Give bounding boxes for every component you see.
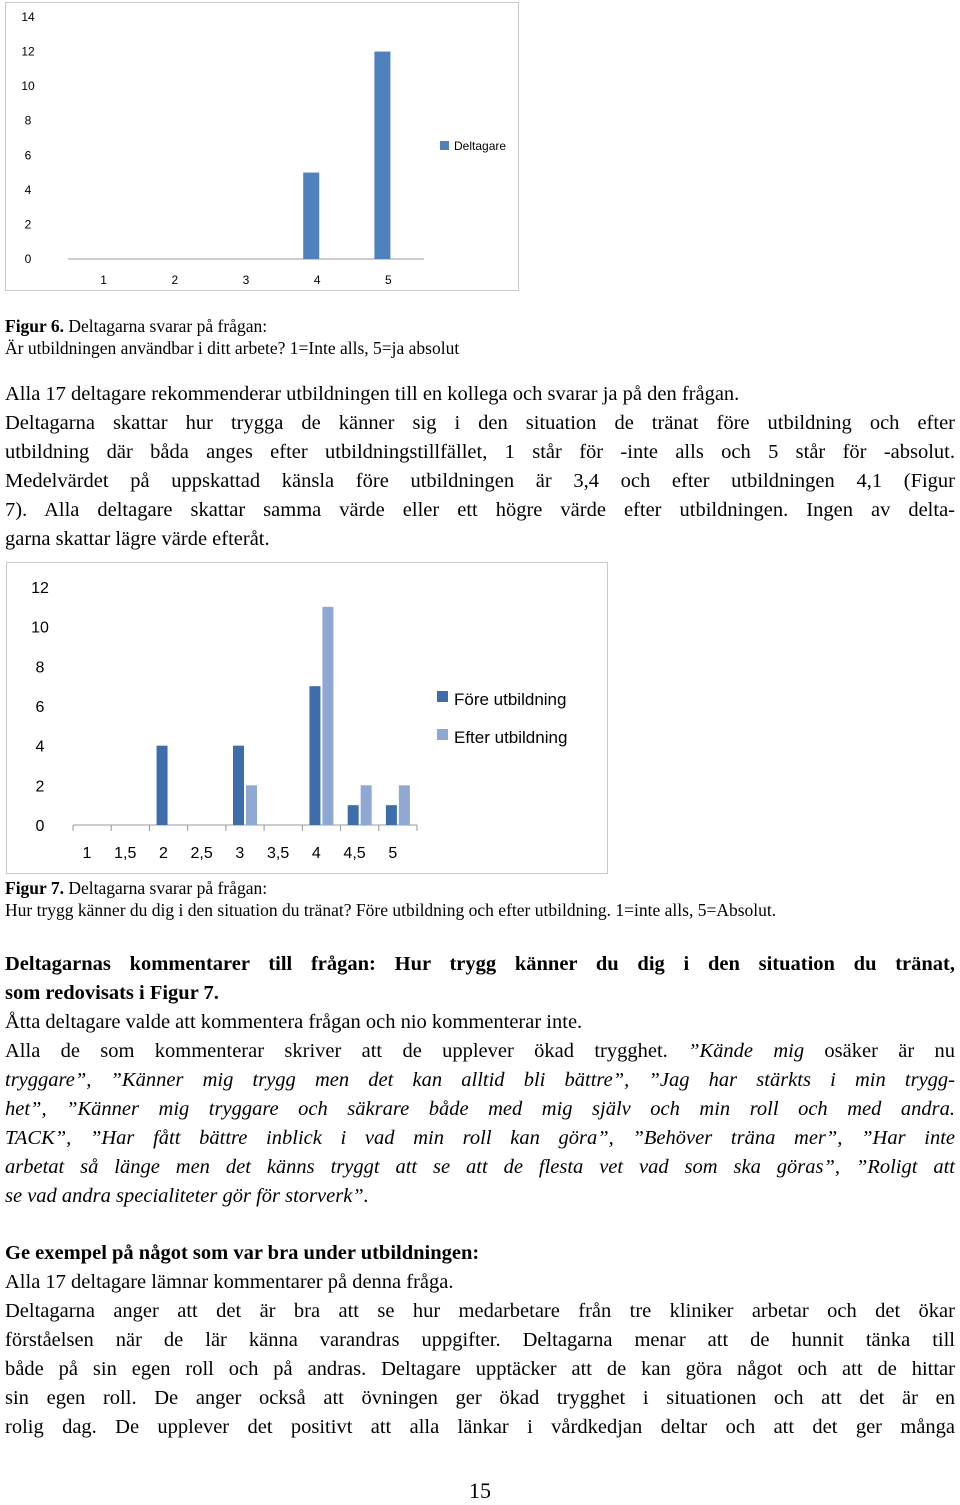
paragraph1-line: garna skattar lägre värde efteråt. (5, 528, 270, 550)
y-tick-label: 2 (35, 778, 45, 796)
figure6-caption-line2: Är utbildningen användbar i ditt arbete? 1=Inte alls, 5=ja absolut (5, 338, 460, 358)
bar (374, 52, 390, 259)
bar-after (361, 785, 372, 825)
examples-line: Deltagarna anger att det är bra att se hur medarbetare från tre kliniker arbetar och det ökar (5, 1300, 955, 1322)
paragraph1-line: 7). Alla deltagare skattar samma värde eller ett högre värde efter utbildningen. Ingen av delta- (5, 499, 955, 521)
bar-after (322, 607, 333, 825)
x-tick-label: 2 (158, 845, 168, 862)
figure7-svg (7, 563, 607, 873)
examples-line: rolig dag. De upplever det positivt att alla länkar i vårdkedjan deltar och att det ger många (5, 1416, 955, 1438)
comments-heading-line2: som redovisats i Figur 7. (5, 982, 219, 1004)
figure6-chart (5, 2, 519, 291)
legend-label: Deltagare (454, 139, 507, 153)
figure6-caption-label: Figur 6. (5, 316, 64, 336)
comments-quote-line: arbetat så länge men det känns tryggt att se att de flesta vet vad som ska göras”, ”Roligt att (5, 1156, 955, 1178)
comments-plain: Alla de som kommenterar skriver att de upplever ökad trygghet. (5, 1040, 689, 1062)
legend-swatch (440, 141, 449, 150)
examples-line: både på sin egen roll och på andras. Deltagare upptäcker att de kan göra något och att de hittar (5, 1358, 955, 1380)
figure7-caption (5, 877, 776, 921)
x-tick-label: 2 (171, 273, 179, 287)
legend-label-before: Före utbildning (454, 690, 567, 709)
y-tick-label: 10 (31, 619, 49, 637)
y-tick-label: 8 (35, 659, 45, 677)
bar-after (246, 785, 257, 825)
paragraph1-line: Deltagarna skattar hur trygga de känner sig i den situation de tränat före utbildning och efter (5, 412, 955, 434)
y-tick-label: 0 (35, 818, 45, 835)
comments-line: Åtta deltagare valde att kommentera frågan och nio kommenterar inte. (5, 1011, 583, 1033)
bar-before (309, 686, 320, 825)
comments-heading-line1: Deltagarnas kommentarer till frågan: Hur trygg känner du dig i den situation du tränat, (5, 953, 955, 975)
comments-quote-line: het”, ”Känner mig tryggare och säkrare både med mig själv och min roll och med andra. (5, 1098, 955, 1120)
y-tick-label: 4 (35, 738, 45, 756)
bar-before (233, 746, 244, 825)
examples-body (5, 1268, 955, 1442)
bar-after (399, 785, 410, 825)
bar-before (157, 746, 168, 825)
bar (303, 173, 319, 259)
x-tick-label: 3 (242, 273, 250, 287)
x-tick-label: 5 (388, 845, 398, 862)
y-tick-label: 2 (24, 217, 32, 232)
x-tick-label: 1 (100, 273, 107, 287)
y-tick-label: 6 (35, 699, 45, 716)
figure6-caption-text: Deltagarna svarar på frågan: (64, 316, 268, 336)
comments-body (5, 1008, 955, 1211)
paragraph1-line: Medelvärdet på uppskattad känsla före utbildningen är 3,4 och efter utbildningen 4,1 (Figur (5, 470, 955, 492)
comments-quote-line: TACK”, ”Har fått bättre inblick i vad min roll kan göra”, ”Behöver träna mer”, ”Har inte (5, 1127, 955, 1149)
bar-before (386, 805, 397, 825)
figure6-caption (5, 315, 459, 359)
figure7-chart (6, 562, 608, 874)
y-tick-label: 0 (24, 252, 32, 266)
paragraph1-line: utbildning där båda anges efter utbildningstillfället, 1 står för -inte alls och 5 står för -absolut. (5, 441, 955, 463)
legend-swatch-before (437, 691, 448, 702)
x-tick-label: 4 (313, 273, 321, 287)
paragraph-recommendation (5, 380, 955, 554)
figure7-caption-label: Figur 7. (5, 878, 64, 898)
examples-line: Alla 17 deltagare lämnar kommentarer på denna fråga. (5, 1271, 454, 1293)
comments-line (5, 1037, 955, 1066)
bar-before (348, 805, 359, 825)
y-tick-label: 12 (31, 580, 49, 597)
figure7-caption-text: Deltagarna svarar på frågan: (64, 878, 268, 898)
legend-swatch-after (437, 729, 448, 740)
y-tick-label: 4 (24, 182, 32, 197)
x-tick-label: 1 (82, 845, 92, 862)
comments-quote-line: se vad andra specialiteter gör för storverk”. (5, 1185, 369, 1207)
figure7-caption-line2: Hur trygg känner du dig i den situation du tränat? Före utbildning och efter utbildning. 1=inte alls, 5=Absolut. (5, 900, 777, 920)
x-tick-label: 1,5 (114, 845, 137, 862)
x-tick-label: 4,5 (343, 845, 366, 862)
examples-line: förståelsen när de lär känna varandras uppgifter. Deltagarna menar att de hunnit tänka till (5, 1329, 955, 1351)
page-number: 15 (469, 1478, 491, 1503)
examples-line: sin egen roll. De anger också att övningen ger ökad trygghet i situationen och att det är en (5, 1387, 955, 1409)
examples-heading: Ge exempel på något som var bra under utbildningen: (5, 1242, 480, 1264)
x-tick-label: 3,5 (266, 845, 290, 862)
comments-quote-line: tryggare”, ”Känner mig trygg men det kan alltid bli bättre”, ”Jag har stärkts i min trygg- (5, 1069, 955, 1091)
paragraph1-line: Alla 17 deltagare rekommenderar utbildningen till en kollega och svarar ja på den frågan. (5, 383, 740, 405)
comments-quote-start: ”Kände mig (688, 1040, 805, 1062)
comments-tail: osäker är nu (804, 1040, 955, 1062)
y-tick-label: 12 (21, 44, 35, 59)
y-tick-label: 8 (24, 113, 32, 128)
figure6-svg (6, 3, 518, 290)
legend-label-after: Efter utbildning (454, 728, 568, 747)
x-tick-label: 5 (385, 273, 392, 287)
y-tick-label: 6 (24, 148, 32, 163)
y-tick-label: 10 (21, 79, 35, 94)
x-tick-label: 3 (235, 845, 245, 862)
x-tick-label: 2,5 (190, 845, 213, 862)
x-tick-label: 4 (311, 845, 321, 862)
y-tick-label: 14 (21, 10, 35, 24)
comments-heading (5, 950, 955, 1008)
